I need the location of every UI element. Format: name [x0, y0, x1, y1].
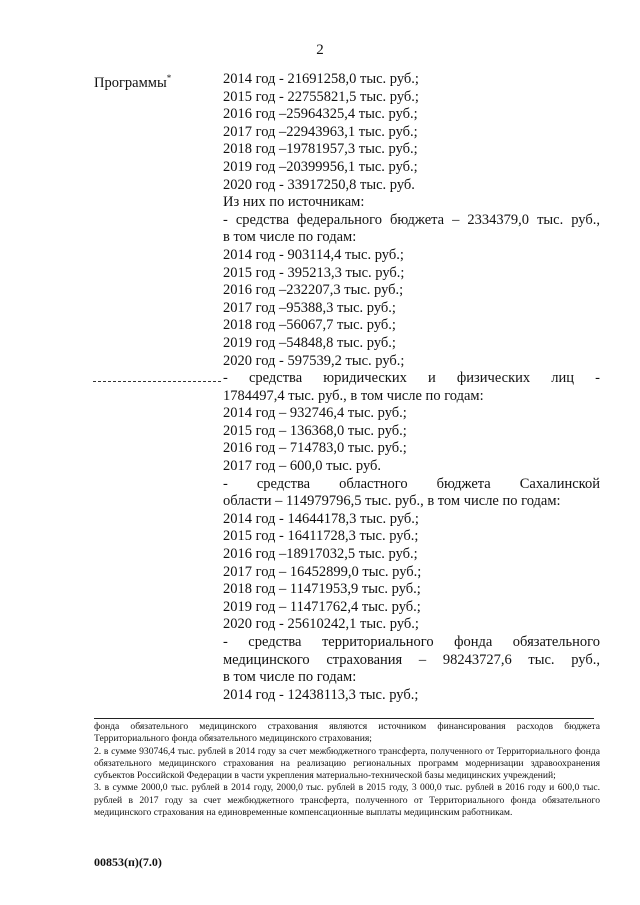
- regional-year-line: 2016 год –18917032,5 тыс. руб.;: [223, 546, 418, 563]
- total-year-line: 2016 год –25964325,4 тыс. руб.;: [223, 106, 418, 123]
- legal-year-line: 2015 год – 136368,0 тыс. руб.;: [223, 422, 407, 439]
- legal-year-line: 2016 год – 714783,0 тыс. руб.;: [223, 440, 407, 457]
- federal-year-line: 2019 год –54848,8 тыс. руб.;: [223, 334, 396, 351]
- footnotes: [94, 721, 600, 819]
- legal-persons-total: 1784497,4 тыс. руб., в том числе по годам:: [223, 387, 484, 404]
- regional-year-line: 2014 год - 14644178,3 тыс. руб.;: [223, 510, 419, 527]
- regional-year-line: 2017 год – 16452899,0 тыс. руб.;: [223, 563, 422, 580]
- funding-text-column: [223, 71, 600, 704]
- dashed-divider: [93, 381, 221, 382]
- regional-budget-total: области – 114979796,5 тыс. руб., в том числе по годам:: [223, 493, 561, 510]
- programs-label: [94, 73, 171, 92]
- footnote-rule: [94, 718, 594, 719]
- legal-persons-line: - средства юридических и физических лиц -: [223, 370, 600, 387]
- federal-year-line: 2016 год –232207,3 тыс. руб.;: [223, 282, 404, 299]
- tfoms-total-line: медицинского страхования – 98243727,6 тыс. руб.,: [223, 651, 600, 668]
- regional-year-line: 2020 год - 25610242,1 тыс. руб.;: [223, 616, 419, 633]
- total-year-line: 2015 год - 22755821,5 тыс. руб.;: [223, 88, 419, 105]
- regional-year-line: 2019 год – 11471762,4 тыс. руб.;: [223, 598, 421, 615]
- regional-year-line: 2015 год - 16411728,3 тыс. руб.;: [223, 528, 419, 545]
- tfoms-by-years: в том числе по годам:: [223, 669, 357, 686]
- legal-year-line: 2017 год – 600,0 тыс. руб.: [223, 458, 382, 475]
- federal-year-line: 2015 год - 395213,3 тыс. руб.;: [223, 264, 405, 281]
- federal-year-line: 2014 год - 903114,4 тыс. руб.;: [223, 246, 404, 263]
- regional-year-line: 2018 год – 11471953,9 тыс. руб.;: [223, 581, 421, 598]
- federal-budget-line: - средства федерального бюджета – 2334379,0 тыс. руб.,: [223, 211, 600, 228]
- footnote-continued: фонда обязательного медицинского страхования являются источником финансирования расходов бюджета Территориального фонда обязательного медицинского страхования;: [94, 721, 600, 745]
- document-code: 00853(п)(7.0): [94, 855, 162, 869]
- legal-persons-row: [223, 370, 600, 388]
- sources-heading: Из них по источникам:: [223, 194, 365, 211]
- federal-year-line: 2017 год –95388,3 тыс. руб.;: [223, 299, 396, 316]
- programs-footnote-mark: *: [166, 73, 172, 83]
- federal-year-line: 2018 год –56067,7 тыс. руб.;: [223, 317, 396, 334]
- footnote-2: 2. в сумме 930746,4 тыс. рублей в 2014 году за счет межбюджетного трансферта, полученного от Территориального фонда обязательного медицинского страхования на реализацию региональных программ модернизации здравоохранения субъектов Российской Федерации в части укрепления материально-технической базы медицинских учреждений;: [94, 745, 600, 782]
- programs-label-text: Программы: [94, 74, 167, 91]
- regional-budget-line: - средства областного бюджета Сахалинской: [223, 475, 600, 492]
- tfoms-line: - средства территориального фонда обязательного: [223, 634, 600, 650]
- legal-year-line: 2014 год – 932746,4 тыс. руб.;: [223, 405, 407, 422]
- total-year-line: 2017 год –22943963,1 тыс. руб.;: [223, 123, 418, 140]
- page-number: 2: [316, 42, 324, 58]
- total-year-line: 2019 год –20399956,1 тыс. руб.;: [223, 158, 418, 175]
- federal-budget-by-years: в том числе по годам:: [223, 229, 357, 246]
- total-year-line: 2018 год –19781957,3 тыс. руб.;: [223, 141, 418, 158]
- footnote-3: 3. в сумме 2000,0 тыс. рублей в 2014 году, 2000,0 тыс. рублей в 2015 году, 3 000,0 тыс. рублей в 2016 году и 600,0 тыс. рублей в 2017 году за счет межбюджетного трансферта, полученного от Территориального фонда обязательного медицинского страхования на единовременные компенсационные выплаты медицинским работникам.: [94, 782, 600, 819]
- tfoms-year-line: 2014 год - 12438113,3 тыс. руб.;: [223, 686, 419, 703]
- federal-year-line: 2020 год - 597539,2 тыс. руб.;: [223, 352, 405, 369]
- total-year-line: 2020 год - 33917250,8 тыс. руб.: [223, 176, 415, 193]
- total-year-line: 2014 год - 21691258,0 тыс. руб.;: [223, 71, 419, 87]
